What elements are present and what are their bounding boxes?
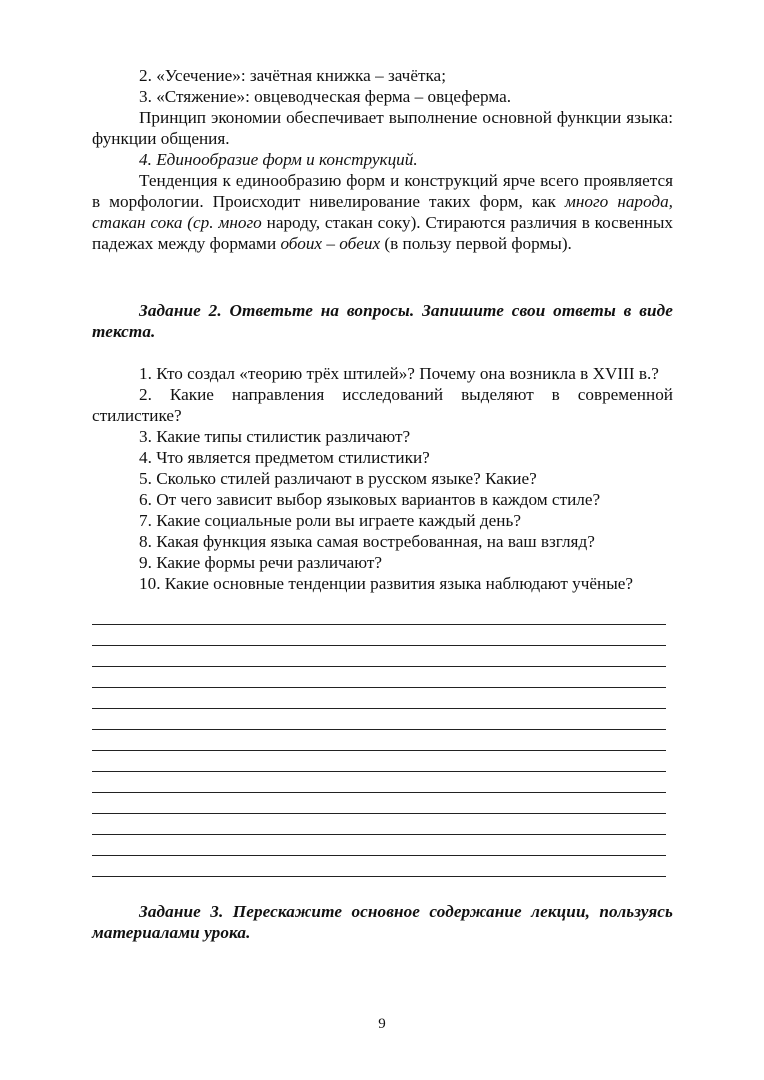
intro-section	[92, 65, 673, 254]
intro-item-3: 3. «Стяжение»: овцеводческая ферма – овцеферма.	[139, 87, 512, 106]
question: 10. Какие основные тенденции развития языка наблюдают учёные?	[139, 574, 633, 593]
question: 2. Какие направления исследований выделяют в современной стилистике?	[92, 385, 673, 425]
question: 1. Кто создал «теорию трёх штилей»? Почему она возникла в XVIII в.?	[139, 364, 659, 383]
italic-example: обоих – обеих	[280, 234, 381, 253]
task-3-title: Задание 3. Перескажите основное содержание лекции, пользуясь материалами урока.	[92, 902, 673, 942]
answer-line[interactable]	[92, 646, 666, 667]
answer-line[interactable]	[92, 751, 666, 772]
task-2-heading	[92, 300, 673, 342]
answer-line[interactable]	[92, 688, 666, 709]
italic-example: много народа, стакан сока (ср. много	[92, 192, 673, 232]
answer-line[interactable]	[92, 835, 666, 856]
answer-lines[interactable]	[92, 624, 666, 877]
answer-line[interactable]	[92, 793, 666, 814]
intro-item-2: 2. «Усечение»: зачётная книжка – зачётка;	[139, 66, 446, 85]
section-heading-4: 4. Единообразие форм и конструкций.	[139, 150, 418, 169]
answer-line[interactable]	[92, 730, 666, 751]
answer-line[interactable]	[92, 625, 666, 646]
question: 7. Какие социальные роли вы играете каждый день?	[139, 511, 521, 530]
question: 8. Какая функция языка самая востребованная, на ваш взгляд?	[139, 532, 595, 551]
question: 4. Что является предметом стилистики?	[139, 448, 430, 467]
uniformity-paragraph	[92, 170, 673, 254]
economy-paragraph: Принцип экономии обеспечивает выполнение основной функции языка: функции общения.	[92, 108, 673, 148]
answer-line[interactable]	[92, 814, 666, 835]
question: 6. От чего зависит выбор языковых вариантов в каждом стиле?	[139, 490, 601, 509]
task-3-heading	[92, 901, 673, 943]
answer-line[interactable]	[92, 772, 666, 793]
task-2-title: Задание 2. Ответьте на вопросы. Запишите свои ответы в виде текста.	[92, 301, 673, 341]
text: народу, стакан соку). Стираются различия в косвенных падежах между формами	[92, 213, 673, 253]
answer-line[interactable]	[92, 709, 666, 730]
answer-line[interactable]	[92, 856, 666, 877]
question: 3. Какие типы стилистик различают?	[139, 427, 411, 446]
text: Тенденция к единообразию форм и конструкций ярче всего проявляется в морфологии. Происходит нивелирование таких форм, как	[92, 171, 673, 211]
question: 9. Какие формы речи различают?	[139, 553, 383, 572]
page-number: 9	[378, 1016, 386, 1032]
question: 5. Сколько стилей различают в русском языке? Какие?	[139, 469, 537, 488]
task-2-questions	[92, 363, 673, 594]
answer-line[interactable]	[92, 667, 666, 688]
text: (в пользу первой формы).	[380, 234, 572, 253]
